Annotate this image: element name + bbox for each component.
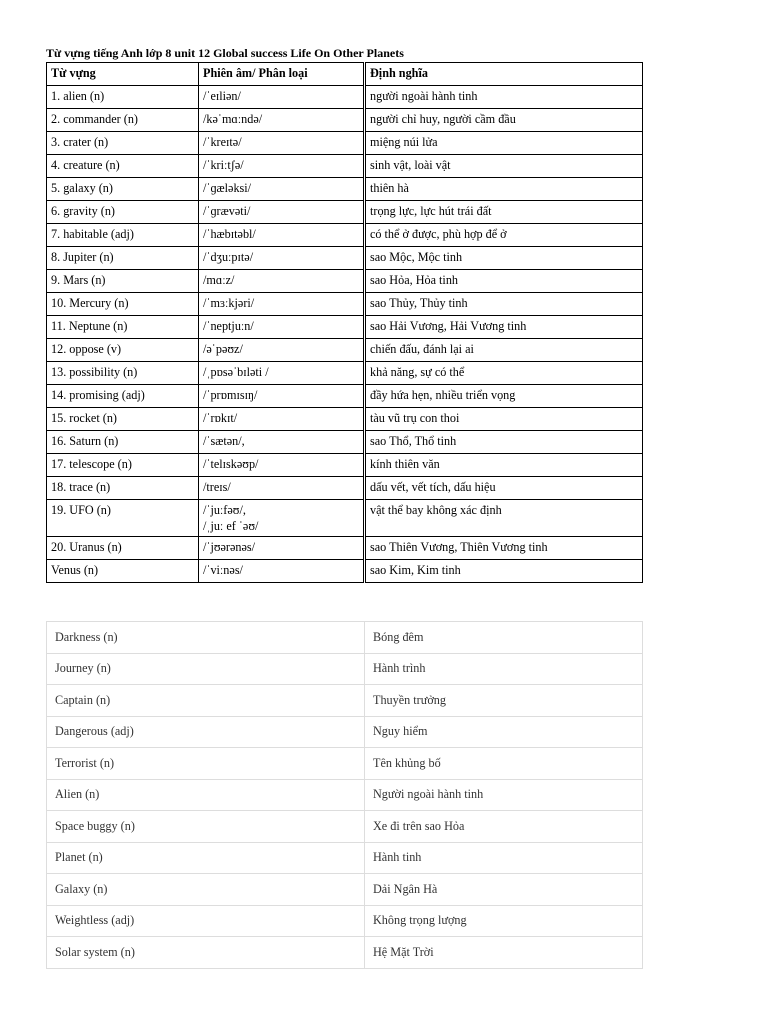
table-row: [47, 109, 643, 132]
vocab-pronunciation: /ˈprɒmɪsɪŋ/: [199, 385, 365, 408]
table-row: [47, 779, 643, 811]
vocab-pronunciation: /ˈkreɪtə/: [199, 132, 365, 155]
extra-vocabulary-table-body: [47, 622, 643, 969]
vocab-definition: sao Kim, Kim tinh: [365, 560, 643, 583]
vocab-word: 13. possibility (n): [47, 362, 199, 385]
vocab-definition: chiến đấu, đánh lại ai: [365, 339, 643, 362]
vocab-definition: tàu vũ trụ con thoi: [365, 408, 643, 431]
table-row: [47, 155, 643, 178]
vocab-pronunciation: /ˌpɒsəˈbɪləti /: [199, 362, 365, 385]
vocab-definition: sinh vật, loài vật: [365, 155, 643, 178]
table-row: [47, 408, 643, 431]
vocab-definition: vật thể bay không xác định: [365, 500, 643, 537]
table-row: [47, 937, 643, 969]
vocab-word: 1. alien (n): [47, 86, 199, 109]
vocab-pronunciation: /ˈeɪliən/: [199, 86, 365, 109]
vocab-pronunciation: /ˈrɒkɪt/: [199, 408, 365, 431]
vocab-definition: dấu vết, vết tích, dấu hiệu: [365, 477, 643, 500]
vocab-pronunciation: /ˈviːnəs/: [199, 560, 365, 583]
vocab-pronunciation: /əˈpəʊz/: [199, 339, 365, 362]
vocab-pronunciation: /kəˈmɑːndə/: [199, 109, 365, 132]
vocab-word: 20. Uranus (n): [47, 537, 199, 560]
vocab-pronunciation: /ˈhæbɪtəbl/: [199, 224, 365, 247]
vocab-word: 8. Jupiter (n): [47, 247, 199, 270]
extra-word: Weightless (adj): [47, 905, 365, 937]
vocab-word: 9. Mars (n): [47, 270, 199, 293]
extra-definition: Hành trình: [365, 653, 643, 685]
vocab-pronunciation: /ˈtelɪskəʊp/: [199, 454, 365, 477]
vocab-pronunciation: [199, 500, 365, 537]
vocab-definition: sao Mộc, Mộc tinh: [365, 247, 643, 270]
vocab-word: 12. oppose (v): [47, 339, 199, 362]
vocab-definition: sao Thủy, Thủy tinh: [365, 293, 643, 316]
vocab-word: 11. Neptune (n): [47, 316, 199, 339]
vocab-word: 15. rocket (n): [47, 408, 199, 431]
extra-word: Planet (n): [47, 842, 365, 874]
vocab-word: 5. galaxy (n): [47, 178, 199, 201]
extra-definition: Thuyền trưởng: [365, 685, 643, 717]
vocab-pronunciation: /ˈsætən/,: [199, 431, 365, 454]
vocab-pronunciation: /treɪs/: [199, 477, 365, 500]
vocab-pronunciation: /ˈkriːtʃə/: [199, 155, 365, 178]
header-word: Từ vựng: [47, 63, 199, 86]
table-row: [47, 622, 643, 654]
table-row: [47, 178, 643, 201]
table-row: [47, 500, 643, 537]
vocab-word: 19. UFO (n): [47, 500, 199, 537]
extra-word: Solar system (n): [47, 937, 365, 969]
vocab-word: 2. commander (n): [47, 109, 199, 132]
header-definition: Định nghĩa: [365, 63, 643, 86]
vocab-definition: khả năng, sự có thể: [365, 362, 643, 385]
extra-vocabulary-table: [46, 621, 643, 969]
table-row: [47, 86, 643, 109]
vocab-pronunciation: /ˈɡæləksi/: [199, 178, 365, 201]
vocab-word: 16. Saturn (n): [47, 431, 199, 454]
table-row: [47, 431, 643, 454]
table-row: [47, 842, 643, 874]
table-row: [47, 905, 643, 937]
vocab-definition: sao Thổ, Thổ tinh: [365, 431, 643, 454]
extra-definition: Xe đi trên sao Hỏa: [365, 811, 643, 843]
extra-definition: Bóng đêm: [365, 622, 643, 654]
pronunciation-line: /ˈjuːfəʊ/,: [203, 503, 246, 517]
extra-definition: Hành tinh: [365, 842, 643, 874]
vocab-definition: đầy hứa hẹn, nhiều triển vọng: [365, 385, 643, 408]
header-pronunciation: Phiên âm/ Phân loại: [199, 63, 365, 86]
vocab-word: 18. trace (n): [47, 477, 199, 500]
extra-word: Darkness (n): [47, 622, 365, 654]
vocab-definition: người chỉ huy, người cầm đầu: [365, 109, 643, 132]
vocab-pronunciation: /ˈmɜːkjəri/: [199, 293, 365, 316]
table-row: [47, 224, 643, 247]
table-row: [47, 293, 643, 316]
vocab-word: 4. creature (n): [47, 155, 199, 178]
table-row: [47, 385, 643, 408]
vocab-word: 10. Mercury (n): [47, 293, 199, 316]
vocab-word: 17. telescope (n): [47, 454, 199, 477]
extra-definition: Không trọng lượng: [365, 905, 643, 937]
table-row: [47, 748, 643, 780]
table-row: [47, 201, 643, 224]
extra-word: Galaxy (n): [47, 874, 365, 906]
vocab-word: 7. habitable (adj): [47, 224, 199, 247]
vocab-pronunciation: /ˈɡrævəti/: [199, 201, 365, 224]
vocabulary-table: [46, 62, 643, 583]
vocab-definition: thiên hà: [365, 178, 643, 201]
vocab-pronunciation: /mɑːz/: [199, 270, 365, 293]
vocab-word: Venus (n): [47, 560, 199, 583]
table-row: [47, 477, 643, 500]
vocab-pronunciation: /ˈneptjuːn/: [199, 316, 365, 339]
vocabulary-table-body: [47, 63, 643, 583]
table-row: [47, 454, 643, 477]
vocab-pronunciation: /ˈjʊərənəs/: [199, 537, 365, 560]
vocab-definition: người ngoài hành tinh: [365, 86, 643, 109]
vocab-definition: sao Thiên Vương, Thiên Vương tinh: [365, 537, 643, 560]
vocab-definition: kính thiên văn: [365, 454, 643, 477]
table-row: [47, 653, 643, 685]
vocab-definition: trọng lực, lực hút trái đất: [365, 201, 643, 224]
vocab-definition: miệng núi lửa: [365, 132, 643, 155]
vocab-definition: sao Hải Vương, Hải Vương tinh: [365, 316, 643, 339]
vocab-word: 14. promising (adj): [47, 385, 199, 408]
table-row: [47, 537, 643, 560]
vocab-pronunciation: /ˈdʒuːpɪtə/: [199, 247, 365, 270]
extra-definition: Tên khủng bố: [365, 748, 643, 780]
extra-word: Terrorist (n): [47, 748, 365, 780]
vocab-word: 3. crater (n): [47, 132, 199, 155]
extra-definition: Nguy hiểm: [365, 716, 643, 748]
extra-word: Dangerous (adj): [47, 716, 365, 748]
extra-definition: Hệ Mặt Trời: [365, 937, 643, 969]
table-row: [47, 339, 643, 362]
extra-word: Journey (n): [47, 653, 365, 685]
vocab-word: 6. gravity (n): [47, 201, 199, 224]
table-header-row: [47, 63, 643, 86]
document-title: Từ vựng tiếng Anh lớp 8 unit 12 Global success Life On Other Planets: [46, 46, 404, 60]
vocab-definition: có thể ở được, phù hợp để ở: [365, 224, 643, 247]
extra-definition: Dải Ngân Hà: [365, 874, 643, 906]
table-row: [47, 362, 643, 385]
table-row: [47, 685, 643, 717]
table-row: [47, 560, 643, 583]
table-row: [47, 811, 643, 843]
table-row: [47, 270, 643, 293]
vocab-definition: sao Hỏa, Hỏa tinh: [365, 270, 643, 293]
table-row: [47, 132, 643, 155]
extra-word: Captain (n): [47, 685, 365, 717]
table-row: [47, 247, 643, 270]
table-row: [47, 316, 643, 339]
pronunciation-line: /ˌjuː ef ˈəʊ/: [203, 519, 259, 533]
table-row: [47, 874, 643, 906]
table-row: [47, 716, 643, 748]
extra-word: Alien (n): [47, 779, 365, 811]
extra-definition: Người ngoài hành tinh: [365, 779, 643, 811]
extra-word: Space buggy (n): [47, 811, 365, 843]
